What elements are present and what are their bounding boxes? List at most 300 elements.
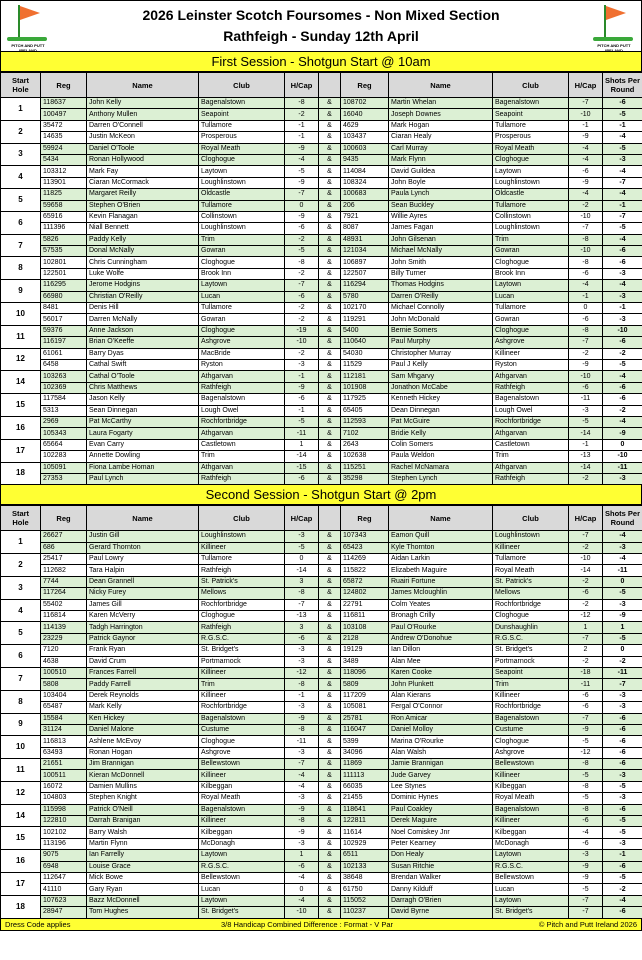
- cell-shots: -9: [603, 611, 642, 622]
- cell-reg2: 22791: [341, 599, 389, 610]
- cell-reg: 59658: [41, 200, 87, 211]
- cell-name2: Alan Walsh: [389, 747, 493, 758]
- pairing-row: [1, 177, 642, 188]
- cell-club2: Custume: [493, 724, 569, 735]
- cell-club: Tullamore: [199, 200, 285, 211]
- pairing-row: [1, 781, 642, 792]
- cell-reg2: 65423: [341, 542, 389, 553]
- cell-reg: 122501: [41, 268, 87, 279]
- cell-reg2: 100683: [341, 189, 389, 200]
- cell-reg2: 7102: [341, 428, 389, 439]
- cell-name2: David Guildea: [389, 166, 493, 177]
- cell-reg: 9075: [41, 850, 87, 861]
- start-hole: 14: [1, 371, 41, 394]
- cell-name2: Kyle Thornton: [389, 542, 493, 553]
- cell-hcap2: -9: [569, 724, 603, 735]
- cell-hcap: -4: [285, 873, 319, 884]
- cell-name2: Darragh O'Brien: [389, 895, 493, 906]
- cell-shots: -5: [603, 816, 642, 827]
- start-hole: 4: [1, 166, 41, 189]
- cell-amp: &: [319, 120, 341, 131]
- cell-hcap2: -3: [569, 405, 603, 416]
- cell-name2: Susan Ritchie: [389, 861, 493, 872]
- column-header-reg: Reg: [41, 73, 87, 98]
- cell-shots: -10: [603, 451, 642, 462]
- cell-name: Paddy Kelly: [87, 234, 199, 245]
- cell-club: Gowran: [199, 314, 285, 325]
- cell-name2: Don Healy: [389, 850, 493, 861]
- cell-club: Cloghogue: [199, 325, 285, 336]
- cell-reg: 116197: [41, 337, 87, 348]
- cell-reg: 31124: [41, 724, 87, 735]
- cell-name2: Bridie Kelly: [389, 428, 493, 439]
- cell-club2: Killineer: [493, 770, 569, 781]
- cell-club2: Seapoint: [493, 667, 569, 678]
- cell-amp: &: [319, 759, 341, 770]
- cell-reg2: 5780: [341, 291, 389, 302]
- cell-shots: -11: [603, 565, 642, 576]
- cell-shots: -7: [603, 211, 642, 222]
- cell-club: Bellewstown: [199, 759, 285, 770]
- cell-club: Castletown: [199, 439, 285, 450]
- cell-reg2: 4629: [341, 120, 389, 131]
- pairing-row: [1, 154, 642, 165]
- cell-reg2: 35298: [341, 473, 389, 484]
- cell-hcap2: -3: [569, 850, 603, 861]
- cell-club2: Laytown: [493, 166, 569, 177]
- pairing-row: [1, 98, 642, 109]
- cell-shots: -4: [603, 166, 642, 177]
- cell-club: Prosperous: [199, 132, 285, 143]
- cell-club2: Bagenalstown: [493, 804, 569, 815]
- cell-name2: David Byrne: [389, 907, 493, 918]
- cell-club2: Bellewstown: [493, 759, 569, 770]
- cell-shots: -1: [603, 200, 642, 211]
- cell-club2: Rochfortbridge: [493, 702, 569, 713]
- cell-amp: &: [319, 793, 341, 804]
- cell-shots: -6: [603, 861, 642, 872]
- cell-amp: &: [319, 895, 341, 906]
- cell-club2: Bagenalstown: [493, 713, 569, 724]
- cell-club2: Dunshaughlin: [493, 622, 569, 633]
- cell-reg2: 118641: [341, 804, 389, 815]
- cell-shots: -4: [603, 416, 642, 427]
- cell-club: R.G.S.C.: [199, 633, 285, 644]
- cell-hcap: 1: [285, 850, 319, 861]
- start-hole: 6: [1, 645, 41, 668]
- cell-hcap2: -4: [569, 154, 603, 165]
- pairing-row: [1, 611, 642, 622]
- cell-name: Kevin Flanagan: [87, 211, 199, 222]
- cell-reg: 27353: [41, 473, 87, 484]
- cell-club: St. Bridget's: [199, 645, 285, 656]
- cell-shots: -6: [603, 246, 642, 257]
- cell-name2: Karen Cooke: [389, 667, 493, 678]
- cell-name2: Lee Stynes: [389, 781, 493, 792]
- cell-reg: 103404: [41, 690, 87, 701]
- pairing-row: [1, 234, 642, 245]
- column-header-hole: Start Hole: [1, 73, 41, 98]
- cell-name2: Brendan Walker: [389, 873, 493, 884]
- cell-hcap: -3: [285, 838, 319, 849]
- cell-name2: Paula Weldon: [389, 451, 493, 462]
- pairing-row: [1, 679, 642, 690]
- cell-shots: -2: [603, 884, 642, 895]
- start-hole: 17: [1, 439, 41, 462]
- start-hole: 9: [1, 280, 41, 303]
- cell-hcap: -5: [285, 166, 319, 177]
- cell-amp: &: [319, 724, 341, 735]
- start-hole: 10: [1, 303, 41, 326]
- cell-name: Darren O'Connell: [87, 120, 199, 131]
- cell-hcap: -5: [285, 542, 319, 553]
- cell-name2: Darren O'Reilly: [389, 291, 493, 302]
- cell-reg2: 54030: [341, 348, 389, 359]
- cell-reg: 65916: [41, 211, 87, 222]
- cell-hcap: -8: [285, 816, 319, 827]
- cell-hcap2: -2: [569, 200, 603, 211]
- column-header-hcap2: H/Cap: [569, 73, 603, 98]
- cell-hcap: -3: [285, 656, 319, 667]
- cell-name2: Noel Comiskey Jnr: [389, 827, 493, 838]
- cell-reg2: 16040: [341, 109, 389, 120]
- cell-shots: -4: [603, 132, 642, 143]
- start-hole: 12: [1, 781, 41, 804]
- cell-name2: Danny Kilduff: [389, 884, 493, 895]
- cell-shots: -2: [603, 405, 642, 416]
- cell-hcap2: 2: [569, 645, 603, 656]
- cell-reg: 103312: [41, 166, 87, 177]
- cell-amp: &: [319, 838, 341, 849]
- cell-name: Paul Lynch: [87, 473, 199, 484]
- cell-hcap: -15: [285, 462, 319, 473]
- cell-hcap: -2: [285, 234, 319, 245]
- cell-hcap: -4: [285, 770, 319, 781]
- cell-club2: Laytown: [493, 850, 569, 861]
- cell-name2: Fergal O'Connor: [389, 702, 493, 713]
- cell-reg: 23229: [41, 633, 87, 644]
- cell-amp: &: [319, 667, 341, 678]
- cell-reg2: 5399: [341, 736, 389, 747]
- cell-hcap: -3: [285, 645, 319, 656]
- cell-club: Trim: [199, 234, 285, 245]
- cell-name: Daniel Malone: [87, 724, 199, 735]
- column-header-reg2: Reg: [341, 506, 389, 531]
- cell-hcap: -9: [285, 177, 319, 188]
- cell-reg2: 103108: [341, 622, 389, 633]
- cell-reg2: 21455: [341, 793, 389, 804]
- cell-hcap: -4: [285, 154, 319, 165]
- cell-club2: Loughlinstown: [493, 223, 569, 234]
- cell-shots: 1: [603, 622, 642, 633]
- cell-name2: Mark Hogan: [389, 120, 493, 131]
- cell-name: Barry Dyas: [87, 348, 199, 359]
- cell-amp: &: [319, 371, 341, 382]
- cell-name2: John Gilsenan: [389, 234, 493, 245]
- cell-amp: &: [319, 223, 341, 234]
- cell-club2: Cloghogue: [493, 611, 569, 622]
- pairing-row: [1, 816, 642, 827]
- cell-reg: 2969: [41, 416, 87, 427]
- column-header-reg: Reg: [41, 506, 87, 531]
- column-header-club: Club: [199, 506, 285, 531]
- cell-amp: &: [319, 416, 341, 427]
- cell-shots: -6: [603, 257, 642, 268]
- cell-hcap2: -7: [569, 895, 603, 906]
- cell-club2: Laytown: [493, 280, 569, 291]
- cell-club: Bagenalstown: [199, 713, 285, 724]
- column-header-hcap2: H/Cap: [569, 506, 603, 531]
- cell-amp: &: [319, 884, 341, 895]
- pairing-row: [1, 622, 642, 633]
- cell-shots: -3: [603, 268, 642, 279]
- cell-club: R.G.S.C.: [199, 861, 285, 872]
- cell-reg2: 38648: [341, 873, 389, 884]
- cell-name2: Rachel McNamara: [389, 462, 493, 473]
- start-hole: 16: [1, 416, 41, 439]
- cell-club: Trim: [199, 451, 285, 462]
- cell-hcap2: -2: [569, 348, 603, 359]
- cell-amp: &: [319, 873, 341, 884]
- cell-reg: 112647: [41, 873, 87, 884]
- cell-hcap: -4: [285, 895, 319, 906]
- cell-name: Pat McCarthy: [87, 416, 199, 427]
- cell-hcap2: -6: [569, 166, 603, 177]
- cell-hcap2: -4: [569, 280, 603, 291]
- cell-shots: -3: [603, 473, 642, 484]
- cell-shots: -3: [603, 690, 642, 701]
- cell-club2: Prosperous: [493, 132, 569, 143]
- cell-reg: 102102: [41, 827, 87, 838]
- cell-name2: Sean Buckley: [389, 200, 493, 211]
- cell-hcap2: -6: [569, 816, 603, 827]
- cell-hcap2: -9: [569, 861, 603, 872]
- pairing-row: [1, 200, 642, 211]
- cell-name: Mark Kelly: [87, 702, 199, 713]
- cell-club: Bagenalstown: [199, 394, 285, 405]
- cell-hcap2: -9: [569, 177, 603, 188]
- cell-hcap2: -5: [569, 770, 603, 781]
- cell-reg: 41110: [41, 884, 87, 895]
- cell-shots: -11: [603, 667, 642, 678]
- cell-name2: Aidan Larkin: [389, 554, 493, 565]
- cell-amp: &: [319, 770, 341, 781]
- pairing-row: [1, 257, 642, 268]
- cell-name: Donal McNally: [87, 246, 199, 257]
- cell-club: Cloghogue: [199, 257, 285, 268]
- cell-club2: Killineer: [493, 690, 569, 701]
- pairing-row: [1, 770, 642, 781]
- cell-amp: &: [319, 189, 341, 200]
- cell-shots: -10: [603, 325, 642, 336]
- cell-club2: Killineer: [493, 816, 569, 827]
- cell-name: James Gill: [87, 599, 199, 610]
- cell-reg2: 121034: [341, 246, 389, 257]
- cell-reg2: 25781: [341, 713, 389, 724]
- start-hole: 8: [1, 690, 41, 713]
- cell-name2: Marina O'Rourke: [389, 736, 493, 747]
- cell-reg2: 65872: [341, 576, 389, 587]
- cell-name2: Paul J Kelly: [389, 359, 493, 370]
- cell-hcap2: -10: [569, 211, 603, 222]
- cell-name2: Elizabeth Maguire: [389, 565, 493, 576]
- cell-reg2: 7921: [341, 211, 389, 222]
- cell-club: Custume: [199, 724, 285, 735]
- cell-shots: -4: [603, 280, 642, 291]
- pairing-row: [1, 895, 642, 906]
- cell-amp: &: [319, 200, 341, 211]
- cell-club: Rochfortbridge: [199, 416, 285, 427]
- cell-reg: 5434: [41, 154, 87, 165]
- cell-shots: -4: [603, 189, 642, 200]
- sessions-container: [0, 52, 642, 919]
- cell-hcap2: -4: [569, 827, 603, 838]
- cell-name: Sean Dinnegan: [87, 405, 199, 416]
- logo-text: PITCH AND PUTT IRELAND: [597, 43, 631, 53]
- cell-hcap2: -9: [569, 873, 603, 884]
- cell-name: Stephen Knight: [87, 793, 199, 804]
- cell-shots: -4: [603, 895, 642, 906]
- cell-amp: &: [319, 781, 341, 792]
- cell-club: Rathfeigh: [199, 622, 285, 633]
- cell-reg2: 105081: [341, 702, 389, 713]
- pairing-row: [1, 314, 642, 325]
- cell-hcap: -6: [285, 861, 319, 872]
- cell-amp: &: [319, 359, 341, 370]
- cell-club: Killineer: [199, 542, 285, 553]
- pairing-row: [1, 246, 642, 257]
- pairing-row: [1, 394, 642, 405]
- cell-club2: Loughlinstown: [493, 177, 569, 188]
- cell-name2: Jude Garvey: [389, 770, 493, 781]
- cell-shots: -5: [603, 143, 642, 154]
- cell-reg: 28947: [41, 907, 87, 918]
- pairing-row: [1, 576, 642, 587]
- cell-name: Damien Mullins: [87, 781, 199, 792]
- cell-hcap: -3: [285, 359, 319, 370]
- logo-text: PITCH AND PUTT IRELAND: [11, 43, 45, 53]
- start-hole: 2: [1, 120, 41, 143]
- cell-hcap: -1: [285, 120, 319, 131]
- cell-club: Rathfeigh: [199, 382, 285, 393]
- cell-hcap2: -7: [569, 907, 603, 918]
- cell-club2: Lucan: [493, 884, 569, 895]
- cell-shots: -5: [603, 109, 642, 120]
- pairing-row: [1, 645, 642, 656]
- cell-name: Karen McVerry: [87, 611, 199, 622]
- cell-hcap2: -6: [569, 588, 603, 599]
- cell-club: Mellows: [199, 588, 285, 599]
- cell-name2: Ruairi Fortune: [389, 576, 493, 587]
- pairing-row: [1, 303, 642, 314]
- cell-reg: 21651: [41, 759, 87, 770]
- cell-reg: 686: [41, 542, 87, 553]
- cell-hcap2: -5: [569, 884, 603, 895]
- cell-hcap2: -10: [569, 371, 603, 382]
- cell-hcap: -7: [285, 759, 319, 770]
- pairing-row: [1, 462, 642, 473]
- cell-shots: -6: [603, 98, 642, 109]
- cell-hcap2: -14: [569, 565, 603, 576]
- cell-name: Stephen O'Brien: [87, 200, 199, 211]
- cell-amp: &: [319, 314, 341, 325]
- cell-club: Loughlinstown: [199, 177, 285, 188]
- page-title: 2026 Leinster Scotch Foursomes - Non Mixed Section: [142, 7, 500, 23]
- cell-club2: Ashgrove: [493, 747, 569, 758]
- cell-hcap: -9: [285, 713, 319, 724]
- pairing-row: [1, 850, 642, 861]
- cell-hcap: -9: [285, 827, 319, 838]
- cell-club: Rochfortbridge: [199, 702, 285, 713]
- cell-name2: John Boyle: [389, 177, 493, 188]
- pairing-row: [1, 325, 642, 336]
- cell-club2: Rathfeigh: [493, 382, 569, 393]
- cell-hcap2: -11: [569, 679, 603, 690]
- cell-club2: R.G.S.C.: [493, 861, 569, 872]
- cell-hcap2: -4: [569, 143, 603, 154]
- cell-reg2: 103437: [341, 132, 389, 143]
- cell-reg: 118637: [41, 98, 87, 109]
- cell-hcap2: -4: [569, 189, 603, 200]
- cell-hcap2: -7: [569, 713, 603, 724]
- cell-name2: Bernie Somers: [389, 325, 493, 336]
- cell-hcap: -3: [285, 793, 319, 804]
- pairing-row: [1, 405, 642, 416]
- cell-name2: Michael Connolly: [389, 303, 493, 314]
- cell-name2: John McDonald: [389, 314, 493, 325]
- cell-reg: 102283: [41, 451, 87, 462]
- cell-reg2: 117925: [341, 394, 389, 405]
- cell-hcap: -2: [285, 348, 319, 359]
- pairing-row: [1, 554, 642, 565]
- cell-reg2: 9435: [341, 154, 389, 165]
- cell-shots: -4: [603, 371, 642, 382]
- cell-amp: &: [319, 611, 341, 622]
- cell-hcap: 1: [285, 439, 319, 450]
- cell-reg: 56017: [41, 314, 87, 325]
- cell-club2: Tullamore: [493, 200, 569, 211]
- cell-hcap2: -6: [569, 838, 603, 849]
- cell-reg: 16072: [41, 781, 87, 792]
- cell-reg: 14635: [41, 132, 87, 143]
- cell-shots: -3: [603, 838, 642, 849]
- pairing-row: [1, 873, 642, 884]
- pairing-row: [1, 428, 642, 439]
- cell-reg: 107623: [41, 895, 87, 906]
- cell-shots: -7: [603, 177, 642, 188]
- cell-club: Gowran: [199, 246, 285, 257]
- cell-hcap2: -8: [569, 325, 603, 336]
- cell-club2: Tullamore: [493, 554, 569, 565]
- header: [0, 0, 642, 52]
- cell-reg: 59376: [41, 325, 87, 336]
- cell-club2: Killineer: [493, 542, 569, 553]
- pairing-row: [1, 702, 642, 713]
- cell-name: Jim Brannigan: [87, 759, 199, 770]
- start-hole: 6: [1, 211, 41, 234]
- cell-hcap: -6: [285, 223, 319, 234]
- cell-amp: &: [319, 816, 341, 827]
- cell-amp: &: [319, 143, 341, 154]
- cell-reg2: 102170: [341, 303, 389, 314]
- cell-name2: Stephen Lynch: [389, 473, 493, 484]
- pairing-row: [1, 382, 642, 393]
- cell-hcap2: -6: [569, 382, 603, 393]
- cell-shots: -6: [603, 382, 642, 393]
- start-hole: 4: [1, 599, 41, 622]
- cell-reg: 113901: [41, 177, 87, 188]
- cell-name: Darren McNally: [87, 314, 199, 325]
